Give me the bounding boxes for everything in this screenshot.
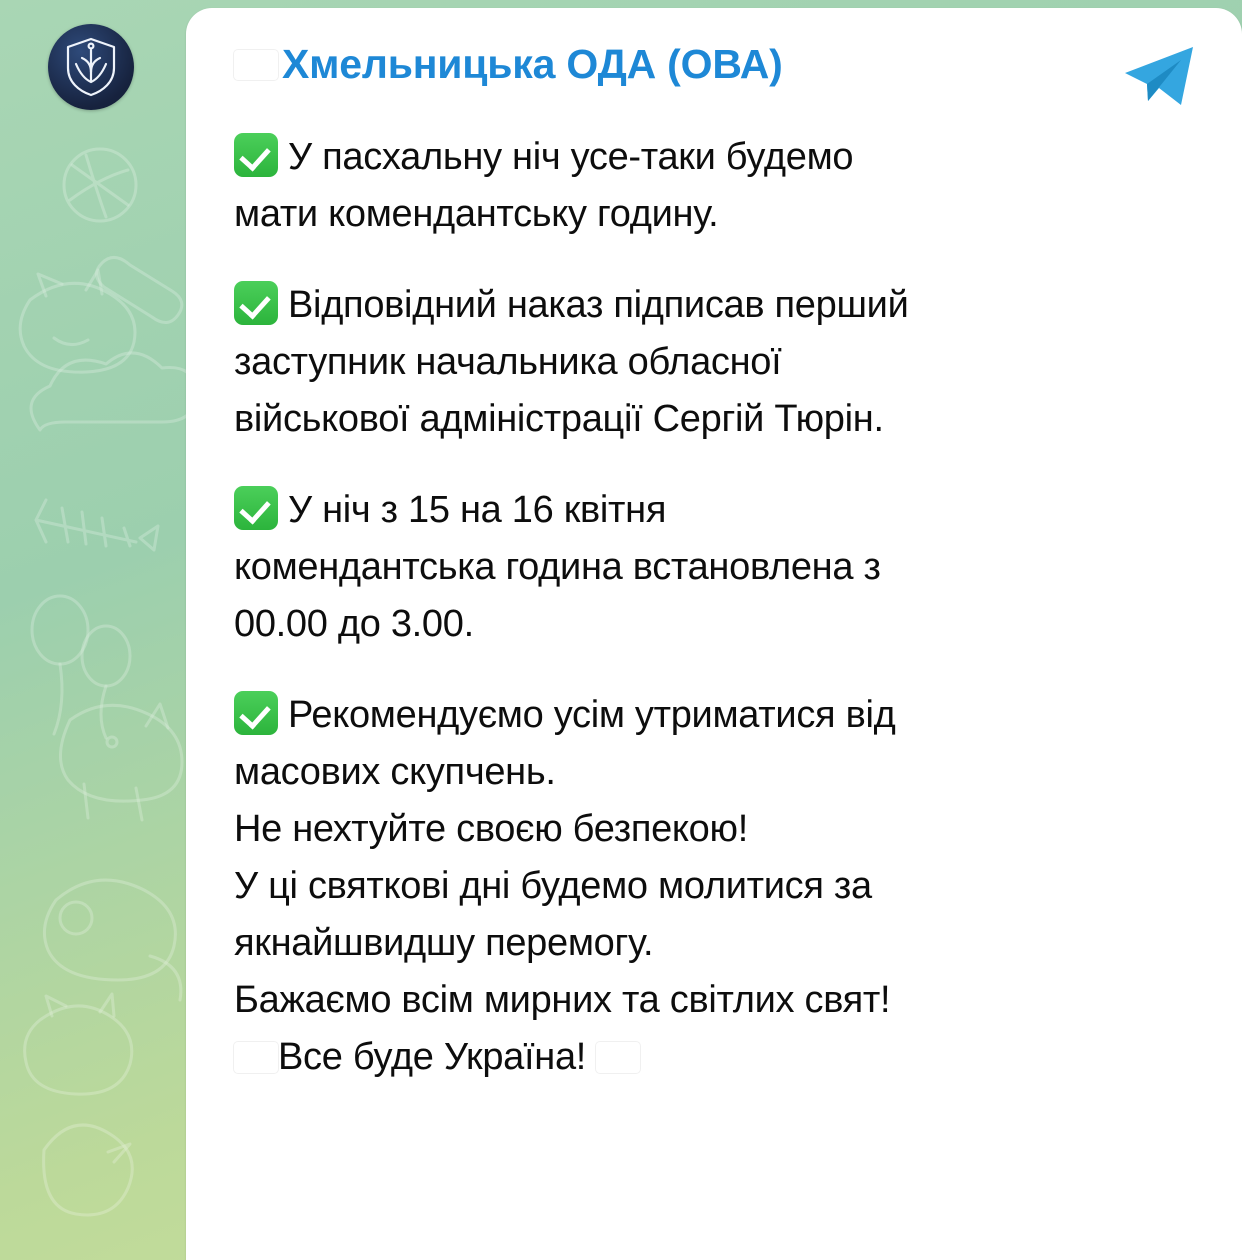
avatar[interactable]	[48, 24, 134, 110]
closing-text: Все буде Україна!	[278, 1036, 587, 1078]
paragraph-3-line-3: 00.00 до 3.00.	[234, 603, 474, 645]
channel-name-row[interactable]	[234, 42, 783, 87]
paragraph-1	[234, 129, 1196, 243]
white-check-mark-icon	[234, 486, 278, 530]
paragraph-4-line-2: масових скупчень.	[234, 751, 556, 793]
paragraph-3-line-2: комендантська година встановлена з	[234, 546, 881, 588]
paragraph-2-line-3: військової адміністрації Сергій Тюрін.	[234, 398, 884, 440]
white-check-mark-icon	[234, 691, 278, 735]
coat-of-arms-icon	[62, 36, 120, 98]
paragraph-4-line-3: Не нехтуйте своєю безпекою!	[234, 808, 748, 850]
ukraine-flag-icon	[596, 1042, 640, 1073]
paragraph-1-line-1: У пасхальну ніч усе-таки будемо	[288, 136, 854, 178]
white-check-mark-icon	[234, 133, 278, 177]
message-bubble[interactable]	[186, 8, 1242, 1260]
paragraph-1-line-2: мати комендантську годину.	[234, 193, 719, 235]
paragraph-4-line-1: Рекомендуємо усім утриматися від	[288, 694, 896, 736]
paragraph-2-line-1: Відповідний наказ підписав перший	[288, 284, 909, 326]
white-check-mark-icon	[234, 281, 278, 325]
ukraine-flag-icon	[234, 50, 278, 80]
message-text	[234, 129, 1196, 1086]
paragraph-2-line-2: заступник начальника обласної	[234, 341, 782, 383]
ukraine-flag-icon	[234, 1042, 278, 1073]
paragraph-3-line-1: У ніч з 15 на 16 квітня	[288, 489, 667, 531]
paragraph-2	[234, 277, 1196, 448]
paragraph-4	[234, 687, 1196, 1086]
paragraph-3	[234, 482, 1196, 653]
message-header	[234, 42, 1196, 113]
channel-title: Хмельницька ОДА (ОВА)	[282, 41, 783, 87]
paragraph-4-line-4: У ці святкові дні будемо молитися за	[234, 865, 872, 907]
paragraph-4-line-5: якнайшвидшу перемогу.	[234, 922, 654, 964]
closing-line	[234, 1029, 1196, 1086]
paragraph-4-line-6: Бажаємо всім мирних та світлих свят!	[234, 979, 891, 1021]
telegram-logo-icon	[1122, 44, 1196, 113]
